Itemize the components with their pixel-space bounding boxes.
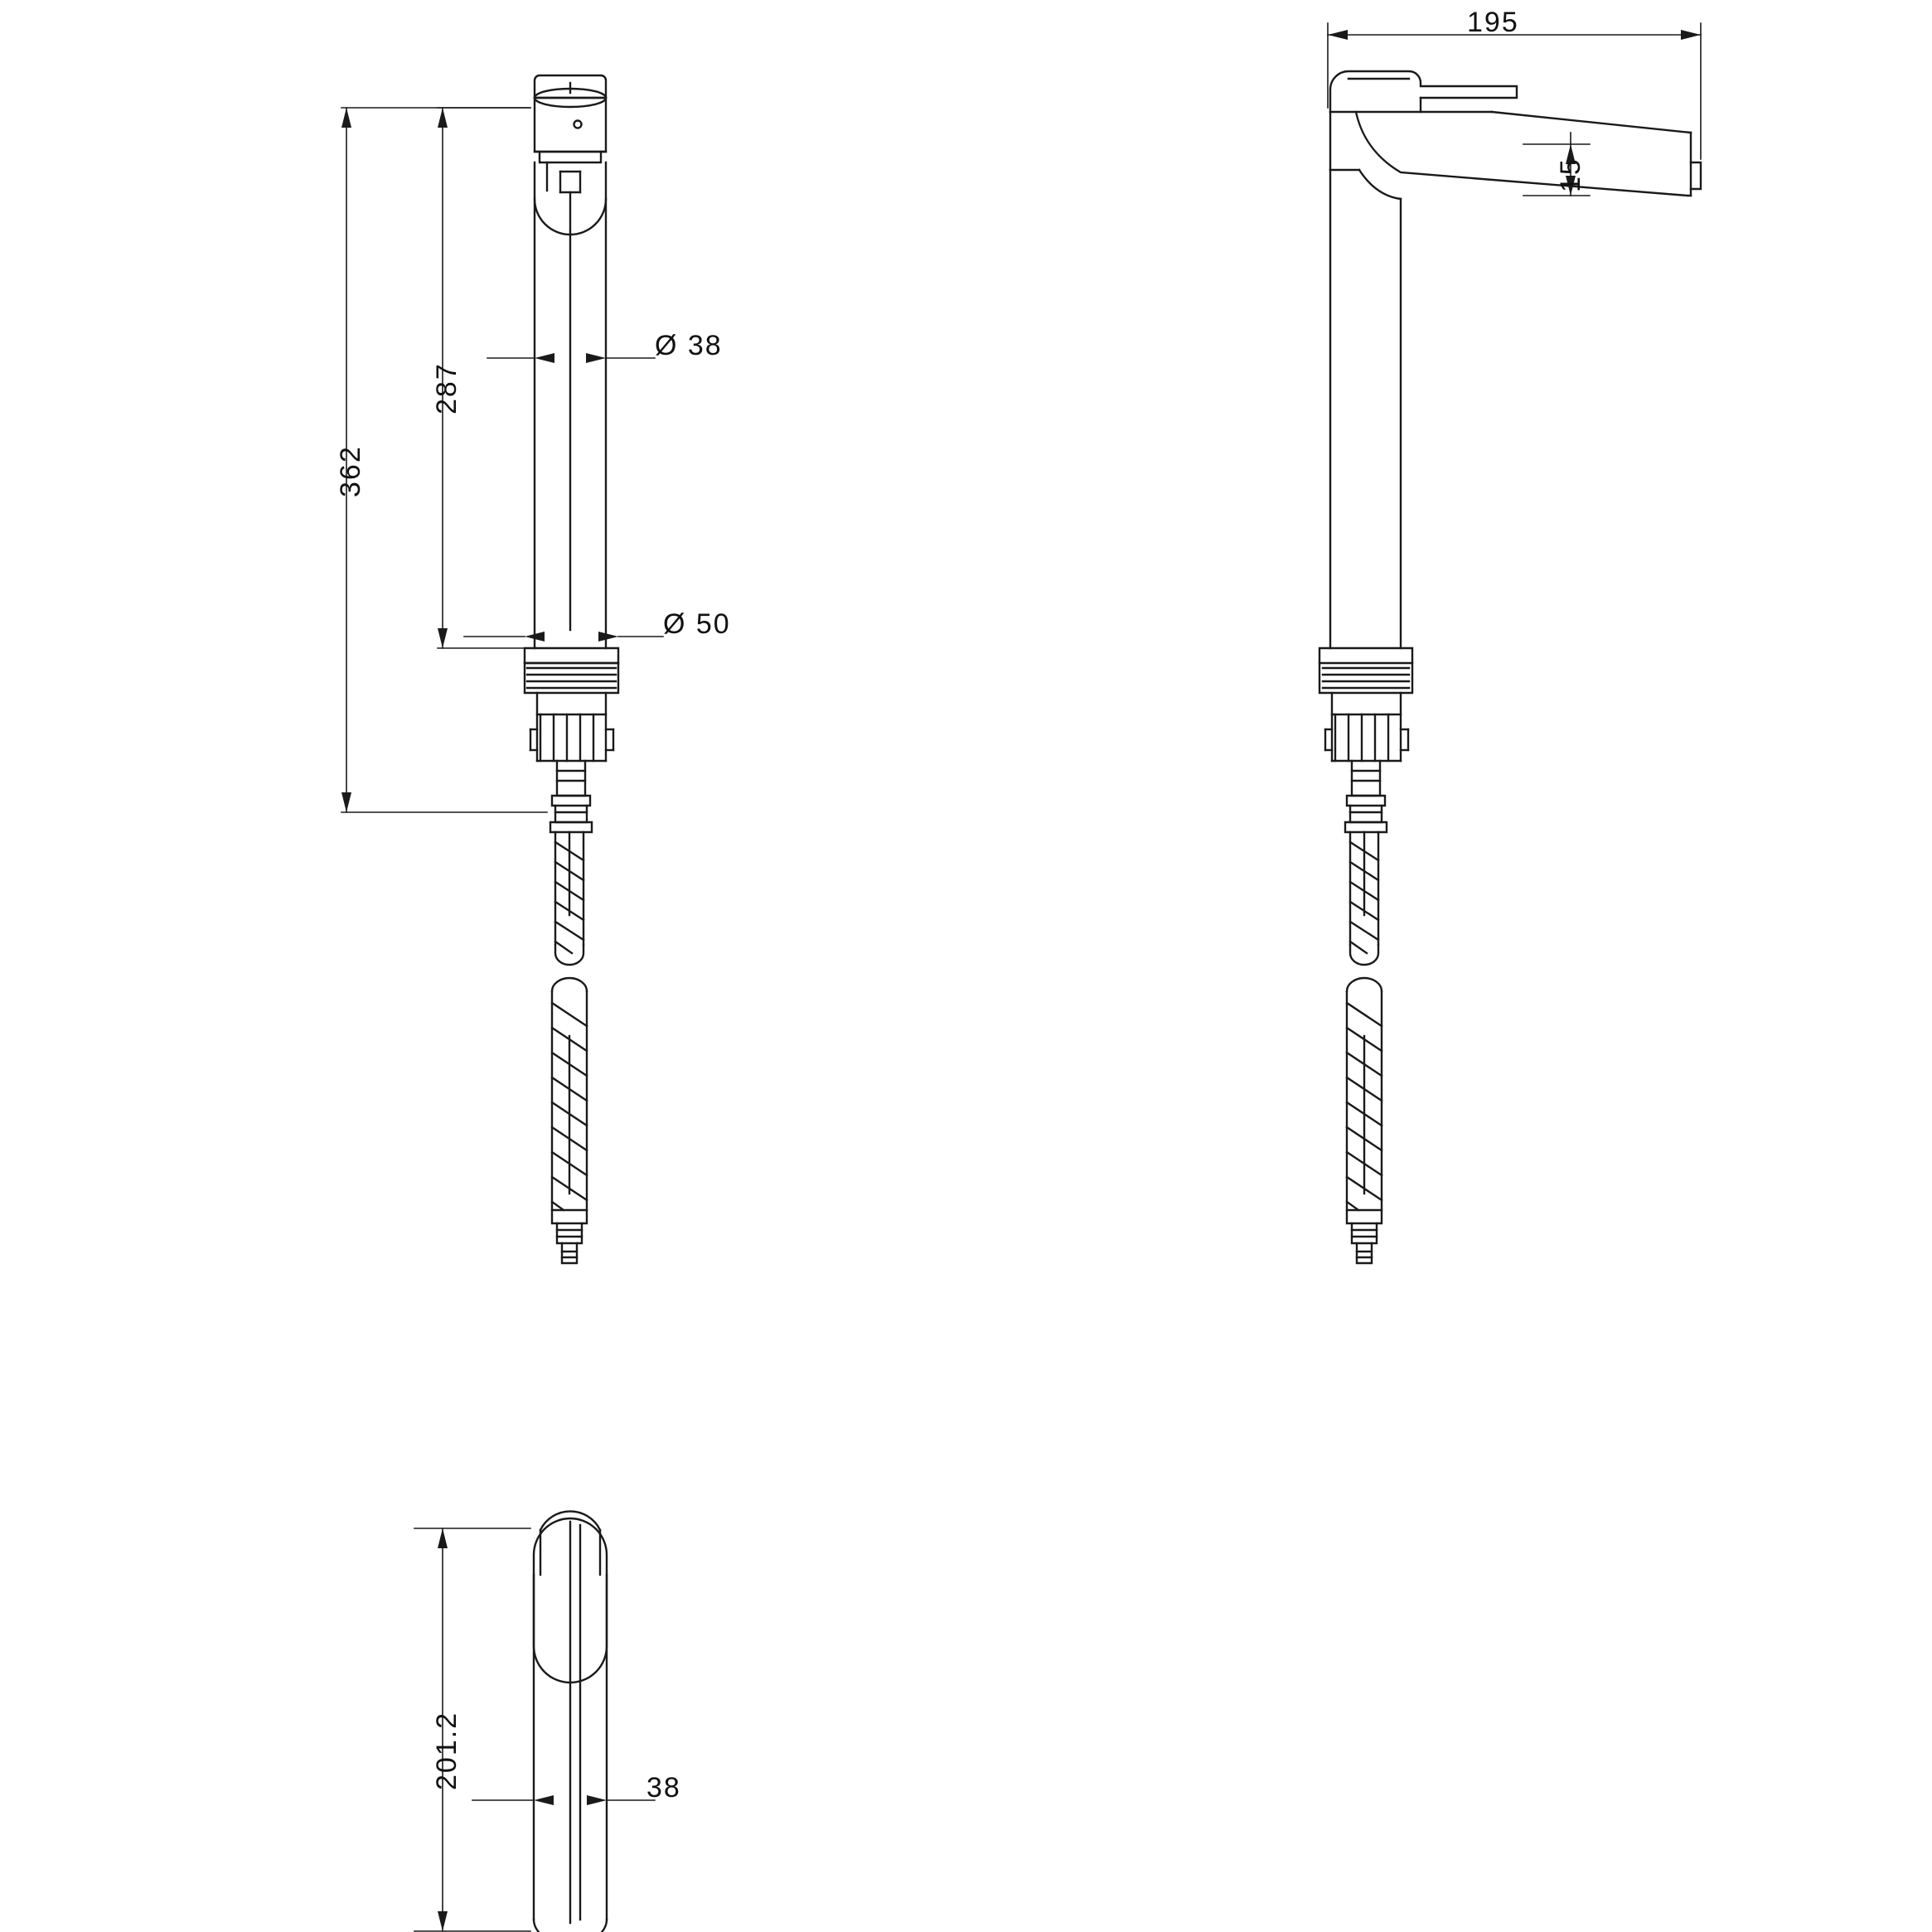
dim-label-base-diameter: Ø 50: [663, 608, 731, 640]
front-dim-d50: [464, 632, 663, 642]
front-threaded-stem: [550, 761, 592, 832]
front-handle: [535, 75, 606, 162]
plan-dim-38: [472, 1795, 655, 1805]
dim-label-total-height: 362: [335, 445, 366, 497]
side-flex-hose-lower: [1347, 978, 1382, 1263]
dim-label-spout-height: 287: [431, 362, 462, 414]
front-body: [535, 199, 606, 648]
front-flex-hose-lower: [552, 978, 587, 1263]
side-mounting-nut: [1325, 693, 1408, 761]
front-dim-362: [341, 108, 547, 812]
side-elevation-view: [1319, 23, 1701, 1263]
front-handle-collar: [535, 162, 606, 235]
front-base: [525, 648, 618, 693]
dim-label-body-diameter: Ø 38: [655, 330, 723, 361]
front-elevation-view: [341, 75, 663, 1263]
dim-label-spout-thickness: 15: [1555, 157, 1586, 192]
side-dim-195: [1328, 23, 1701, 159]
side-threaded-stem: [1345, 761, 1387, 832]
dim-label-plan-width: 38: [646, 1772, 681, 1804]
dim-label-plan-length: 201.2: [431, 1711, 462, 1790]
side-body: [1330, 170, 1401, 648]
front-mounting-nut: [530, 693, 613, 761]
side-handle: [1330, 71, 1691, 133]
dim-label-spout-reach: 195: [1467, 7, 1519, 38]
side-spout: [1330, 112, 1701, 199]
side-base: [1319, 648, 1412, 693]
front-flex-hose-upper: [555, 832, 583, 965]
side-flex-hose-upper: [1350, 832, 1378, 965]
